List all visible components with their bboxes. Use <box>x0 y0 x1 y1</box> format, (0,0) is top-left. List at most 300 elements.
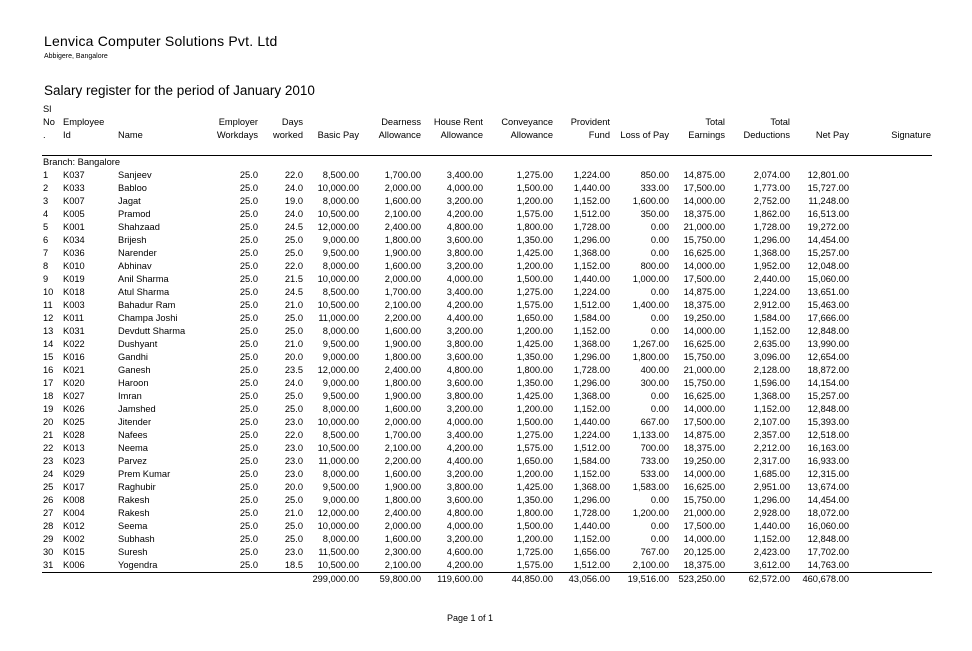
days-worked-cell: 24.5 <box>284 222 303 232</box>
net-pay-cell: 12,848.00 <box>807 534 849 544</box>
net-pay-cell: 15,257.00 <box>807 248 849 258</box>
dearness-allowance-cell: 2,200.00 <box>384 456 421 466</box>
total-deductions-cell: 1,152.00 <box>753 404 790 414</box>
total-earnings-cell: 14,000.00 <box>683 196 725 206</box>
days-worked-cell: 24.0 <box>284 209 303 219</box>
loss-of-pay-cell: 800.00 <box>640 261 669 271</box>
total-total-earnings: 523,250.00 <box>678 574 725 584</box>
sl-no-cell: 3 <box>43 196 49 206</box>
days-worked-cell: 25.0 <box>284 326 303 336</box>
employee-id-cell: K034 <box>63 235 85 245</box>
employee-name-cell: Narender <box>118 248 157 258</box>
column-header-sl: Sl <box>43 104 52 114</box>
net-pay-cell: 11,248.00 <box>808 196 849 206</box>
total-earnings-cell: 21,000.00 <box>683 508 725 518</box>
dearness-allowance-cell: 2,000.00 <box>384 521 421 531</box>
branch-label: Branch: Bangalore <box>43 157 121 167</box>
days-worked-cell: 25.0 <box>284 248 303 258</box>
dearness-allowance-cell: 2,100.00 <box>384 209 421 219</box>
table-row <box>42 234 932 247</box>
days-worked-cell: 24.5 <box>284 287 303 297</box>
house-rent-allowance-cell: 4,800.00 <box>446 508 483 518</box>
signature-cell <box>850 338 932 351</box>
loss-of-pay-cell: 1,400.00 <box>632 300 669 310</box>
dearness-allowance-cell: 2,300.00 <box>384 547 421 557</box>
total-deductions-cell: 1,368.00 <box>753 391 790 401</box>
company-name: Lenvica Computer Solutions Pvt. Ltd <box>44 33 278 49</box>
sl-no-cell: 4 <box>43 209 49 219</box>
total-deductions-cell: 2,107.00 <box>753 417 790 427</box>
days-worked-cell: 23.0 <box>284 456 303 466</box>
house-rent-allowance-cell: 3,200.00 <box>446 326 483 336</box>
loss-of-pay-cell: 0.00 <box>650 222 669 232</box>
house-rent-allowance-cell: 3,800.00 <box>446 339 483 349</box>
loss-of-pay-cell: 2,100.00 <box>611 559 670 573</box>
conveyance-allowance-cell: 1,200.00 <box>516 534 553 544</box>
loss-of-pay-cell: 700.00 <box>640 443 669 453</box>
workdays-cell: 25.0 <box>239 443 258 453</box>
dearness-allowance-cell: 1,700.00 <box>384 287 421 297</box>
total-loss-of-pay: 19,516.00 <box>627 574 669 584</box>
conveyance-allowance-cell: 1,200.00 <box>516 326 553 336</box>
days-worked-cell: 25.0 <box>284 534 303 544</box>
total-earnings-cell: 19,250.00 <box>683 456 725 466</box>
sl-no-cell: 26 <box>43 495 54 505</box>
signature-cell <box>850 481 932 494</box>
provident-fund-cell: 1,728.00 <box>573 222 610 232</box>
total-earnings-cell: 21,000.00 <box>683 365 725 375</box>
workdays-cell: 25.0 <box>239 430 258 440</box>
sl-no-cell: 29 <box>43 534 54 544</box>
column-header-da: Dearness <box>381 117 421 127</box>
total-deductions-cell: 2,128.00 <box>753 365 790 375</box>
workdays-cell: 25.0 <box>239 404 258 414</box>
sl-no-cell: 5 <box>43 222 49 232</box>
table-row <box>42 481 932 494</box>
basic-pay-cell: 9,000.00 <box>322 378 359 388</box>
loss-of-pay-cell: 733.00 <box>640 456 669 466</box>
total-deductions-cell: 1,773.00 <box>753 183 790 193</box>
loss-of-pay-cell: 767.00 <box>640 547 669 557</box>
sl-no-cell: 27 <box>43 508 54 518</box>
net-pay-cell: 16,933.00 <box>807 456 849 466</box>
total-deductions-cell: 3,096.00 <box>753 352 790 362</box>
column-header-ded: Deductions <box>743 130 790 140</box>
workdays-cell: 25.0 <box>239 365 258 375</box>
column-header-conv: Conveyance <box>501 117 553 127</box>
basic-pay-cell: 9,500.00 <box>322 482 359 492</box>
employee-name-cell: Jamshed <box>118 404 156 414</box>
net-pay-cell: 16,163.00 <box>807 443 849 453</box>
employee-name-cell: Raghubir <box>118 482 156 492</box>
provident-fund-cell: 1,440.00 <box>573 274 610 284</box>
column-header-hra <box>422 103 484 116</box>
total-deductions-cell: 2,212.00 <box>753 443 790 453</box>
table-row <box>42 390 932 403</box>
loss-of-pay-cell: 667.00 <box>640 417 669 427</box>
employee-id-cell: K018 <box>63 287 85 297</box>
sl-no-cell: 28 <box>43 521 54 531</box>
house-rent-allowance-cell: 4,200.00 <box>422 559 484 573</box>
sl-no-cell: 20 <box>43 417 54 427</box>
provident-fund-cell: 1,368.00 <box>573 391 610 401</box>
table-row <box>42 533 932 546</box>
workdays-cell: 25.0 <box>239 326 258 336</box>
total-deductions-cell: 1,152.00 <box>753 534 790 544</box>
net-pay-cell: 12,654.00 <box>807 352 849 362</box>
total-deductions-cell: 1,728.00 <box>753 222 790 232</box>
column-header-da: Allowance <box>378 130 421 140</box>
employee-id-cell: K021 <box>63 365 85 375</box>
total-earnings-cell: 17,500.00 <box>683 417 725 427</box>
dearness-allowance-cell: 1,600.00 <box>384 261 421 271</box>
provident-fund-cell: 1,224.00 <box>573 430 610 440</box>
basic-pay-cell: 11,000.00 <box>318 456 359 466</box>
employee-name-cell: Jitender <box>118 417 152 427</box>
column-header-workdays: Workdays <box>216 130 258 140</box>
total-deductions-cell: 2,635.00 <box>753 339 790 349</box>
days-worked-cell: 25.0 <box>284 495 303 505</box>
table-row <box>42 286 932 299</box>
total-deductions-cell: 3,612.00 <box>726 559 791 573</box>
provident-fund-cell: 1,512.00 <box>573 300 610 310</box>
total-earnings-cell: 14,000.00 <box>683 404 725 414</box>
total-net-pay: 460,678.00 <box>802 574 849 584</box>
report-title: Salary register for the period of January 2010 <box>44 83 315 98</box>
total-deductions-cell: 2,912.00 <box>753 300 790 310</box>
loss-of-pay-cell: 533.00 <box>640 469 669 479</box>
days-worked-cell: 20.0 <box>284 482 303 492</box>
net-pay-cell: 14,763.00 <box>791 559 850 573</box>
column-header-earn <box>670 103 726 116</box>
provident-fund-cell: 1,584.00 <box>573 456 610 466</box>
house-rent-allowance-cell: 3,800.00 <box>446 482 483 492</box>
basic-pay-cell: 8,000.00 <box>322 326 359 336</box>
employee-id-cell: K013 <box>63 443 85 453</box>
signature-cell <box>850 429 932 442</box>
days-worked-cell: 23.0 <box>284 469 303 479</box>
provident-fund-cell: 1,296.00 <box>573 378 610 388</box>
branch-row <box>42 156 932 170</box>
basic-pay-cell: 10,000.00 <box>317 521 359 531</box>
provident-fund-cell: 1,512.00 <box>573 209 610 219</box>
employee-id-cell: K011 <box>63 313 85 323</box>
totals-empty-cell <box>850 573 932 587</box>
basic-pay-cell: 8,000.00 <box>322 469 359 479</box>
signature-cell <box>850 533 932 546</box>
net-pay-cell: 17,702.00 <box>807 547 849 557</box>
employee-name-cell: Anil Sharma <box>118 274 169 284</box>
total-earnings-cell: 18,375.00 <box>670 559 726 573</box>
net-pay-cell: 13,674.00 <box>807 482 849 492</box>
total-earnings-cell: 14,875.00 <box>683 287 725 297</box>
total-earnings-cell: 20,125.00 <box>683 547 725 557</box>
house-rent-allowance-cell: 3,200.00 <box>446 404 483 414</box>
employee-name-cell: Champa Joshi <box>118 313 178 323</box>
basic-pay-cell: 10,500.00 <box>317 443 359 453</box>
provident-fund-cell: 1,368.00 <box>573 248 610 258</box>
column-header-lop: Loss of Pay <box>620 130 669 140</box>
signature-cell <box>850 247 932 260</box>
conveyance-allowance-cell: 1,200.00 <box>516 196 553 206</box>
employee-name-cell: Ganesh <box>118 365 151 375</box>
loss-of-pay-cell: 1,583.00 <box>632 482 669 492</box>
table-row <box>42 195 932 208</box>
employee-id-cell: K008 <box>63 495 85 505</box>
column-header-pf: Provident <box>570 117 610 127</box>
employee-id-cell: K028 <box>63 430 85 440</box>
days-worked-cell: 19.0 <box>284 196 303 206</box>
table-row <box>42 455 932 468</box>
conveyance-allowance-cell: 1,500.00 <box>516 521 553 531</box>
net-pay-cell: 16,060.00 <box>807 521 849 531</box>
dearness-allowance-cell: 1,800.00 <box>384 495 421 505</box>
net-pay-cell: 12,848.00 <box>807 326 849 336</box>
employee-id-cell: K020 <box>63 378 85 388</box>
sl-no-cell: 19 <box>43 404 54 414</box>
total-deductions-cell: 1,952.00 <box>753 261 790 271</box>
conveyance-allowance-cell: 1,800.00 <box>516 222 553 232</box>
total-deductions-cell: 1,862.00 <box>753 209 790 219</box>
total-deductions-cell: 2,928.00 <box>753 508 790 518</box>
workdays-cell: 25.0 <box>239 261 258 271</box>
total-deductions-cell: 2,317.00 <box>753 456 790 466</box>
days-worked-cell: 22.0 <box>284 261 303 271</box>
house-rent-allowance-cell: 3,200.00 <box>446 534 483 544</box>
column-header-conv: Allowance <box>510 130 553 140</box>
sl-no-cell: 12 <box>43 313 54 323</box>
provident-fund-cell: 1,728.00 <box>573 365 610 375</box>
basic-pay-cell: 12,000.00 <box>317 365 359 375</box>
total-dearness-allowance: 59,800.00 <box>379 574 421 584</box>
provident-fund-cell: 1,296.00 <box>573 495 610 505</box>
basic-pay-cell: 10,000.00 <box>317 183 359 193</box>
employee-id-cell: K006 <box>62 559 117 573</box>
employee-name-cell: Rakesh <box>118 508 150 518</box>
sl-no-cell: 8 <box>43 261 49 271</box>
house-rent-allowance-cell: 4,000.00 <box>446 183 483 193</box>
column-header-emp_id: Employee <box>63 117 105 127</box>
basic-pay-cell: 10,500.00 <box>317 209 359 219</box>
employee-id-cell: K033 <box>63 183 85 193</box>
total-earnings-cell: 14,000.00 <box>683 469 725 479</box>
net-pay-cell: 18,872.00 <box>807 365 849 375</box>
house-rent-allowance-cell: 3,800.00 <box>446 391 483 401</box>
net-pay-cell: 13,651.00 <box>807 287 849 297</box>
total-house-rent-allowance: 119,600.00 <box>437 574 483 584</box>
conveyance-allowance-cell: 1,575.00 <box>516 443 553 453</box>
conveyance-allowance-cell: 1,425.00 <box>516 482 553 492</box>
signature-cell <box>850 494 932 507</box>
workdays-cell: 25.0 <box>239 209 258 219</box>
total-earnings-cell: 15,750.00 <box>683 235 725 245</box>
conveyance-allowance-cell: 1,425.00 <box>516 248 553 258</box>
signature-cell <box>850 364 932 377</box>
employee-id-cell: K022 <box>63 339 85 349</box>
total-deductions-cell: 1,224.00 <box>753 287 790 297</box>
total-earnings-cell: 16,625.00 <box>683 248 725 258</box>
net-pay-cell: 12,801.00 <box>807 170 849 180</box>
total-provident-fund: 43,056.00 <box>568 574 610 584</box>
total-deductions-cell: 1,152.00 <box>753 326 790 336</box>
conveyance-allowance-cell: 1,200.00 <box>516 404 553 414</box>
dearness-allowance-cell: 2,400.00 <box>384 508 421 518</box>
workdays-cell: 25.0 <box>239 352 258 362</box>
conveyance-allowance-cell: 1,575.00 <box>484 559 554 573</box>
provident-fund-cell: 1,440.00 <box>573 521 610 531</box>
conveyance-allowance-cell: 1,500.00 <box>516 183 553 193</box>
signature-cell <box>850 442 932 455</box>
column-header-da <box>360 103 422 116</box>
employee-name-cell: Rakesh <box>118 495 150 505</box>
conveyance-allowance-cell: 1,425.00 <box>516 391 553 401</box>
total-earnings-cell: 21,000.00 <box>683 222 725 232</box>
table-row <box>42 299 932 312</box>
table-row <box>42 208 932 221</box>
sl-no-cell: 15 <box>43 352 54 362</box>
workdays-cell: 25.0 <box>239 196 258 206</box>
dearness-allowance-cell: 2,000.00 <box>384 274 421 284</box>
signature-cell <box>850 351 932 364</box>
days-worked-cell: 25.0 <box>284 313 303 323</box>
dearness-allowance-cell: 1,800.00 <box>384 352 421 362</box>
table-row <box>42 169 932 182</box>
table-row <box>42 312 932 325</box>
sl-no-cell: 30 <box>43 547 54 557</box>
employee-name-cell: Atul Sharma <box>118 287 170 297</box>
conveyance-allowance-cell: 1,425.00 <box>516 339 553 349</box>
loss-of-pay-cell: 300.00 <box>640 378 669 388</box>
employee-id-cell: K001 <box>63 222 85 232</box>
provident-fund-cell: 1,440.00 <box>573 183 610 193</box>
table-row <box>42 182 932 195</box>
signature-cell <box>850 390 932 403</box>
basic-pay-cell: 8,500.00 <box>322 430 359 440</box>
column-header-sig <box>850 116 932 129</box>
basic-pay-cell: 8,500.00 <box>322 170 359 180</box>
workdays-cell: 25.0 <box>239 183 258 193</box>
house-rent-allowance-cell: 4,200.00 <box>446 209 483 219</box>
total-earnings-cell: 15,750.00 <box>683 378 725 388</box>
employee-id-cell: K002 <box>63 534 85 544</box>
total-deductions-cell: 1,584.00 <box>753 313 790 323</box>
dearness-allowance-cell: 1,600.00 <box>384 326 421 336</box>
employee-id-cell: K015 <box>63 547 85 557</box>
signature-cell <box>850 299 932 312</box>
house-rent-allowance-cell: 4,000.00 <box>446 274 483 284</box>
conveyance-allowance-cell: 1,725.00 <box>516 547 553 557</box>
workdays-cell: 25.0 <box>239 417 258 427</box>
table-row <box>42 442 932 455</box>
total-deductions-cell: 2,951.00 <box>753 482 790 492</box>
basic-pay-cell: 10,000.00 <box>317 417 359 427</box>
provident-fund-cell: 1,440.00 <box>573 417 610 427</box>
sl-no-cell: 23 <box>43 456 54 466</box>
table-body <box>42 156 932 587</box>
column-header-workdays: Employer <box>218 117 258 127</box>
signature-cell <box>850 169 932 182</box>
column-header-pf: Fund <box>588 130 610 140</box>
house-rent-allowance-cell: 4,400.00 <box>446 313 483 323</box>
employee-name-cell: Bahadur Ram <box>118 300 176 310</box>
total-earnings-cell: 14,000.00 <box>683 326 725 336</box>
employee-id-cell: K023 <box>63 456 85 466</box>
total-basic-pay: 299,000.00 <box>312 574 359 584</box>
table-row <box>42 416 932 429</box>
days-worked-cell: 25.0 <box>284 521 303 531</box>
salary-register-table <box>42 103 932 586</box>
total-deductions-cell: 2,357.00 <box>753 430 790 440</box>
days-worked-cell: 25.0 <box>284 404 303 414</box>
total-earnings-cell: 17,500.00 <box>683 521 725 531</box>
employee-name-cell: Suresh <box>118 547 148 557</box>
provident-fund-cell: 1,368.00 <box>573 482 610 492</box>
signature-cell <box>850 403 932 416</box>
sl-no-cell: 11 <box>43 300 53 310</box>
table-row <box>42 546 932 559</box>
column-header-net <box>791 116 850 129</box>
provident-fund-cell: 1,224.00 <box>573 287 610 297</box>
net-pay-cell: 12,518.00 <box>807 430 849 440</box>
sl-no-cell: 7 <box>43 248 49 258</box>
net-pay-cell: 15,060.00 <box>807 274 849 284</box>
employee-name-cell: Shahzaad <box>118 222 160 232</box>
house-rent-allowance-cell: 4,000.00 <box>446 521 483 531</box>
workdays-cell: 25.0 <box>239 469 258 479</box>
total-deductions-cell: 2,752.00 <box>753 196 790 206</box>
employee-name-cell: Nafees <box>118 430 148 440</box>
total-deductions-cell: 1,368.00 <box>753 248 790 258</box>
total-earnings-cell: 18,375.00 <box>683 300 725 310</box>
net-pay-cell: 13,990.00 <box>807 339 849 349</box>
loss-of-pay-cell: 333.00 <box>640 183 669 193</box>
signature-cell <box>850 208 932 221</box>
column-header-emp_id: Id <box>63 130 71 140</box>
dearness-allowance-cell: 1,900.00 <box>384 482 421 492</box>
signature-cell <box>850 221 932 234</box>
loss-of-pay-cell: 1,000.00 <box>632 274 669 284</box>
provident-fund-cell: 1,152.00 <box>573 469 610 479</box>
column-header-ded: Total <box>770 117 790 127</box>
column-header-name: Name <box>118 130 143 140</box>
conveyance-allowance-cell: 1,275.00 <box>516 287 553 297</box>
loss-of-pay-cell: 1,800.00 <box>632 352 669 362</box>
employee-id-cell: K037 <box>63 170 85 180</box>
totals-row <box>42 573 932 587</box>
header-separator <box>42 142 932 156</box>
total-earnings-cell: 15,750.00 <box>683 495 725 505</box>
provident-fund-cell: 1,584.00 <box>573 313 610 323</box>
total-earnings-cell: 14,000.00 <box>683 261 725 271</box>
net-pay-cell: 12,315.00 <box>807 469 849 479</box>
employee-id-cell: K017 <box>63 482 85 492</box>
signature-cell <box>850 507 932 520</box>
loss-of-pay-cell: 0.00 <box>650 235 669 245</box>
provident-fund-cell: 1,152.00 <box>573 326 610 336</box>
basic-pay-cell: 9,500.00 <box>322 248 359 258</box>
basic-pay-cell: 11,500.00 <box>318 547 359 557</box>
net-pay-cell: 12,048.00 <box>807 261 849 271</box>
table-row <box>42 247 932 260</box>
basic-pay-cell: 8,000.00 <box>322 534 359 544</box>
conveyance-allowance-cell: 1,800.00 <box>516 508 553 518</box>
loss-of-pay-cell: 0.00 <box>650 287 669 297</box>
basic-pay-cell: 10,500.00 <box>317 300 359 310</box>
total-earnings-cell: 16,625.00 <box>683 482 725 492</box>
total-deductions-cell: 1,440.00 <box>753 521 790 531</box>
loss-of-pay-cell: 400.00 <box>640 365 669 375</box>
conveyance-allowance-cell: 1,350.00 <box>516 495 553 505</box>
